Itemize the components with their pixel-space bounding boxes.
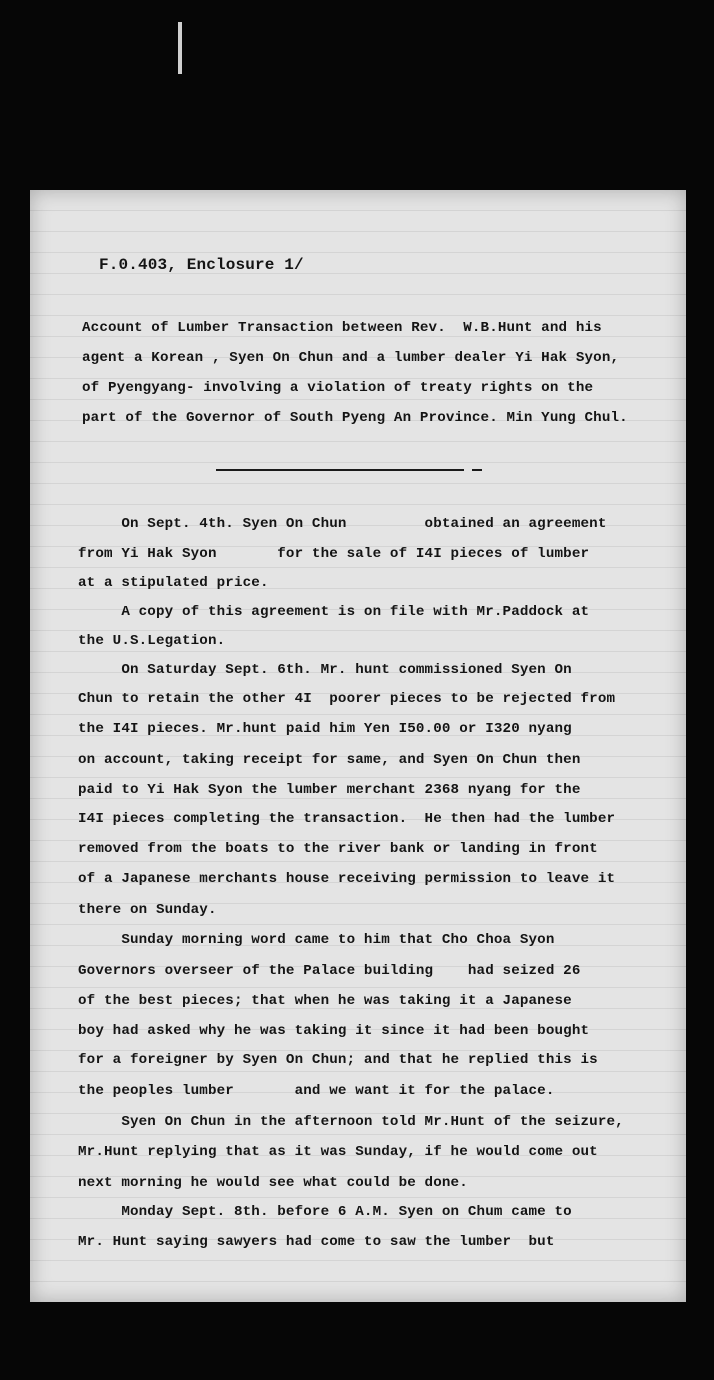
body-line: the I4I pieces. Mr.hunt paid him Yen I50.00 or I320 nyang bbox=[78, 721, 572, 737]
body-line: boy had asked why he was taking it since it had been bought bbox=[78, 1023, 590, 1039]
body-line: Monday Sept. 8th. before 6 A.M. Syen on Chum came to bbox=[78, 1204, 572, 1220]
body-line: there on Sunday. bbox=[78, 902, 217, 918]
body-line: from Yi Hak Syon for the sale of I4I pieces of lumber bbox=[78, 546, 590, 562]
body-line: On Saturday Sept. 6th. Mr. hunt commissioned Syen On bbox=[78, 662, 572, 678]
body-line: of the best pieces; that when he was taking it a Japanese bbox=[78, 993, 572, 1009]
title-line: part of the Governor of South Pyeng An Province. Min Yung Chul. bbox=[82, 410, 628, 426]
body-line: On Sept. 4th. Syen On Chun obtained an agreement bbox=[78, 516, 607, 532]
film-edge-mark bbox=[178, 22, 182, 74]
title-line: of Pyengyang- involving a violation of treaty rights on the bbox=[82, 380, 594, 396]
body-line: next morning he would see what could be done. bbox=[78, 1175, 468, 1191]
body-line: Syen On Chun in the afternoon told Mr.Hunt of the seizure, bbox=[78, 1114, 624, 1130]
document-page bbox=[30, 190, 686, 1302]
body-line: on account, taking receipt for same, and Syen On Chun then bbox=[78, 752, 581, 768]
body-line: for a foreigner by Syen On Chun; and that he replied this is bbox=[78, 1052, 598, 1068]
body-line: the U.S.Legation. bbox=[78, 633, 226, 649]
body-line: Mr. Hunt saying sawyers had come to saw the lumber but bbox=[78, 1234, 555, 1250]
body-line: I4I pieces completing the transaction. He then had the lumber bbox=[78, 811, 616, 827]
title-line: agent a Korean , Syen On Chun and a lumber dealer Yi Hak Syon, bbox=[82, 350, 620, 366]
divider-rule bbox=[216, 469, 464, 471]
title-line: Account of Lumber Transaction between Rev. W.B.Hunt and his bbox=[82, 320, 602, 336]
divider-rule-dash bbox=[472, 469, 482, 471]
body-line: Sunday morning word came to him that Cho Choa Syon bbox=[78, 932, 555, 948]
body-line: A copy of this agreement is on file with Mr.Paddock at bbox=[78, 604, 590, 620]
body-line: paid to Yi Hak Syon the lumber merchant 2368 nyang for the bbox=[78, 782, 581, 798]
body-line: the peoples lumber and we want it for the palace. bbox=[78, 1083, 555, 1099]
body-line: Mr.Hunt replying that as it was Sunday, if he would come out bbox=[78, 1144, 598, 1160]
body-line: Chun to retain the other 4I poorer pieces to be rejected from bbox=[78, 691, 616, 707]
body-line: of a Japanese merchants house receiving permission to leave it bbox=[78, 871, 616, 887]
body-line: at a stipulated price. bbox=[78, 575, 269, 591]
reference-header: F.0.403, Enclosure 1/ bbox=[99, 256, 304, 274]
body-line: removed from the boats to the river bank or landing in front bbox=[78, 841, 598, 857]
body-line: Governors overseer of the Palace building had seized 26 bbox=[78, 963, 581, 979]
